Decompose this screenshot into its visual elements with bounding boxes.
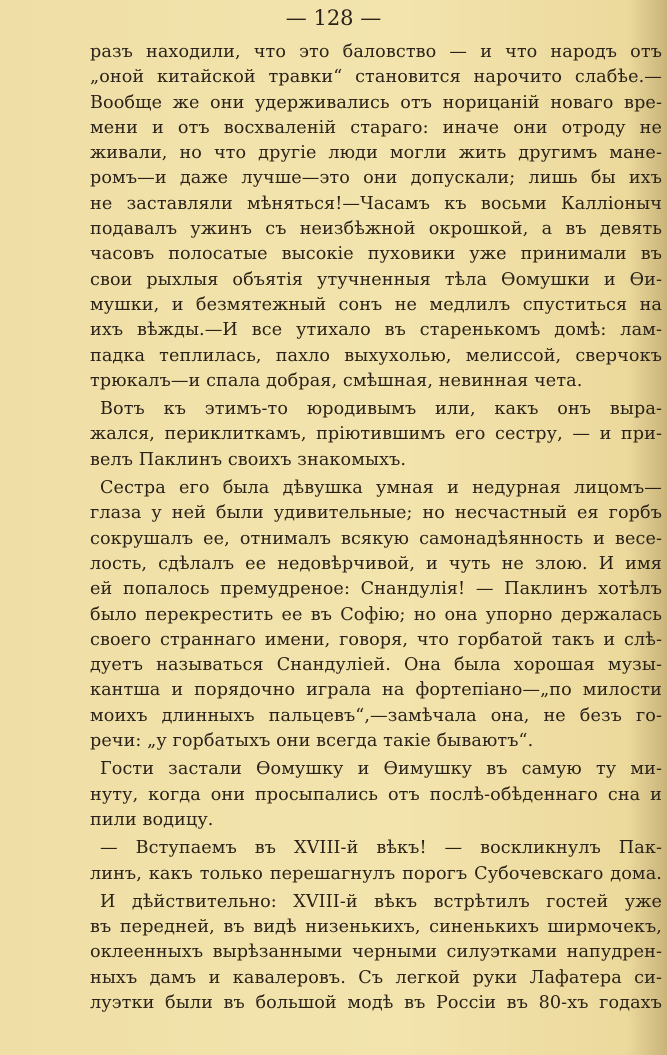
text-line: Вотъ къ этимъ-то юродивымъ или, какъ онъ выра- [100, 399, 662, 420]
text-line: своего страннаго имени, говоря, что горбатой такъ и слѣ- [90, 629, 662, 650]
text-line: не заставляли мѣняться!—Часамъ къ восьми Калліоныч [90, 193, 662, 214]
text-line: Вообще же они удерживались отъ норицаній новаго вре- [90, 92, 662, 113]
text-line: Гости застали Ѳомушку и Ѳимушку въ самую ту ми- [100, 759, 662, 780]
text-line: ихъ вѣжды.—И все утихало въ старенькомъ домѣ: лам- [90, 320, 662, 341]
text-line: линъ, какъ только перешагнулъ порогъ Субочевскаго дома. [90, 863, 662, 884]
text-line: Сестра его была дѣвушка умная и недурная лицомъ— [100, 478, 662, 499]
text-line: кантша и порядочно играла на фортепіано—„по милости [90, 680, 662, 701]
text-line: — Вступаемъ въ XVIII-й вѣкъ! — воскликнулъ Пак- [100, 838, 662, 859]
text-line: дуетъ называться Снандуліей. Она была хорошая музы- [90, 655, 662, 676]
text-line: ей попалось премудреное: Снандулія! — Паклинъ хотѣлъ [90, 579, 662, 600]
text-line: луэтки были въ большой модѣ въ Россіи въ 80-хъ годахъ [90, 992, 662, 1013]
text-line: разъ находили, что это баловство — и что народъ отъ [90, 42, 662, 62]
text-line: И дѣйствительно: XVIII-й вѣкъ встрѣтилъ гостей уже [100, 891, 662, 912]
text-line: речи: „у горбатыхъ они всегда такіе бываютъ“. [90, 731, 534, 752]
text-line: лость, сдѣлалъ ее недовѣрчивой, и чуть не злою. И имя [90, 553, 662, 574]
text-line: ныхъ дамъ и кавалеровъ. Съ легкой руки Лафатера си- [90, 967, 662, 988]
text-line: нуту, когда они просыпались отъ послѣ-обѣденнаго сна и [90, 784, 662, 805]
text-line: живали, но что другіе люди могли жить другимъ мане- [90, 143, 662, 164]
text-line: пили водицу. [90, 809, 214, 830]
page-number: — 128 — [285, 6, 382, 30]
text-line: падка теплилась, пахло выхухолью, мелиссой, сверчокъ [90, 345, 662, 366]
text-line: трюкалъ—и спала добрая, смѣшная, невинная чета. [90, 370, 583, 391]
text-line: велъ Паклинъ своихъ знакомыхъ. [90, 449, 407, 470]
text-line: „оной китайской травки“ становится нарочито слабѣе.— [90, 67, 662, 88]
text-line: было перекрестить ее въ Софію; но она упорно держалась [90, 604, 662, 625]
text-line: оклеенныхъ вырѣзанными черными силуэтками напудрен- [90, 942, 662, 963]
text-line: подавалъ ужинъ съ неизбѣжной окрошкой, а въ девять [90, 219, 662, 240]
text-line: ромъ—и даже лучше—это они допускали; лишь бы ихъ [90, 168, 662, 189]
text-line: жался, периклиткамъ, пріютившимъ его сестру, — и при- [90, 424, 662, 445]
text-line: свои рыхлыя объятія утучненныя тѣла Ѳомушки и Ѳи- [90, 269, 662, 290]
body-text [90, 40, 662, 1016]
text-line: мушки, и безмятежный сонъ не медлилъ спуститься на [90, 294, 662, 315]
text-line: моихъ длинныхъ пальцевъ“,—замѣчала она, не безъ го- [90, 705, 662, 726]
text-line: въ передней, въ видѣ низенькихъ, синенькихъ ширмочекъ, [90, 917, 662, 938]
text-line: глаза у ней были удивительные; но несчастный ея горбъ [90, 503, 662, 524]
text-line: мени и отъ восхваленій стараго: иначе они отроду не [90, 117, 662, 138]
text-line: сокрушалъ ее, отнималъ всякую самонадѣянность и весе- [90, 528, 662, 549]
text-line: часовъ полосатые высокіе пуховики уже принимали въ [90, 244, 662, 265]
